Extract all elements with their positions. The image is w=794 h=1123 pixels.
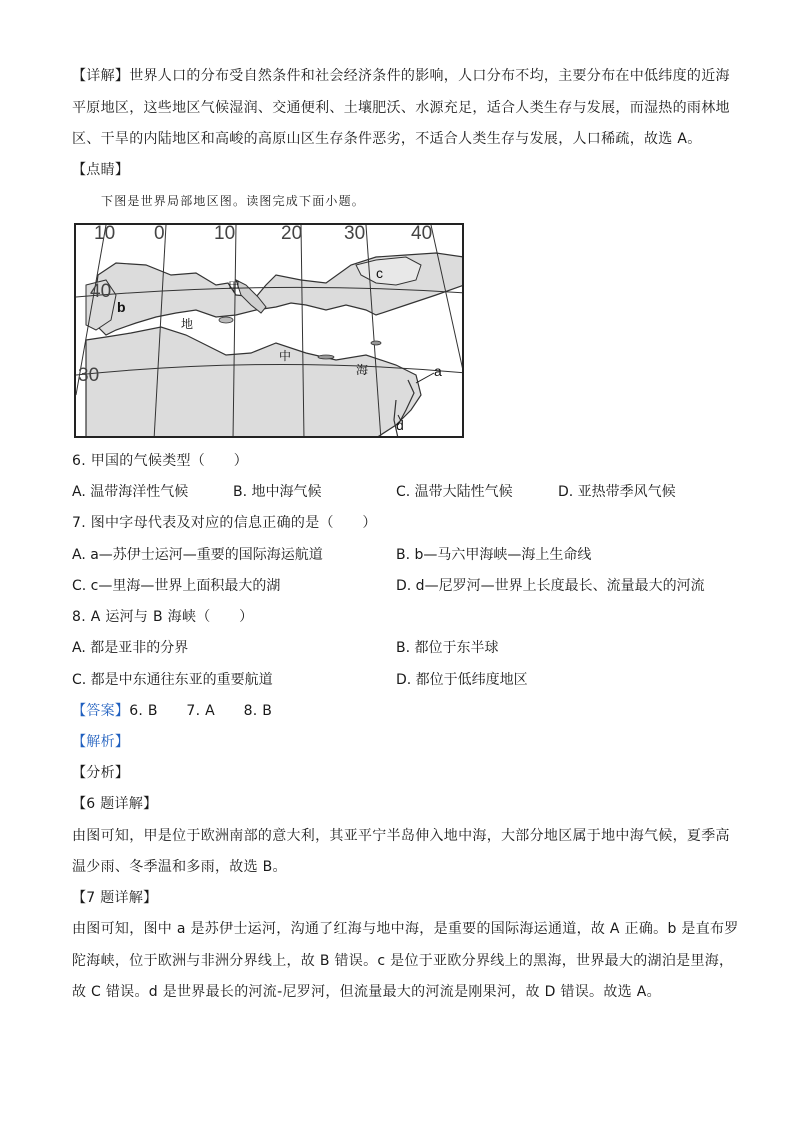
map-label-d: d <box>396 417 404 433</box>
jiexi-heading: 【解析】 <box>72 734 130 750</box>
map-label-b: b <box>117 299 126 315</box>
longitude-label-e30: 30 <box>344 223 366 244</box>
q6-detail-heading: 【6 题详解】 <box>72 796 158 812</box>
q8-option-c: C. 都是中东通往东亚的重要航道 <box>72 672 273 688</box>
q6-detail-line-1: 由图可知，甲是位于欧洲南部的意大利，其亚平宁半岛伸入地中海，大部分地区属于地中海气候，夏季高 <box>72 828 730 844</box>
q7-detail-line-2: 陀海峡，位于欧洲与非洲分界线上，故 B 错误。c 是位于亚欧分界线上的黑海，世界最大的湖泊是里海， <box>72 953 734 969</box>
explanation-line-3: 区、干旱的内陆地区和高峻的高原山区生存条件恶劣，不适合人类生存与发展，人口稀疏，故选 A。 <box>72 131 702 147</box>
q6-option-b: B. 地中海气候 <box>233 484 322 500</box>
explanation-line-2: 平原地区，这些地区气候湿润、交通便利、土壤肥沃、水源充足，适合人类生存与发展，而湿热的雨林地 <box>72 100 730 116</box>
q6-option-c: C. 温带大陆性气候 <box>396 484 513 500</box>
map-label-zhong: 中 <box>279 349 292 363</box>
longitude-label-w10: 10 <box>94 223 116 244</box>
dianjing-heading: 【点睛】 <box>72 162 130 178</box>
q6-option-d: D. 亚热带季风气候 <box>558 484 676 500</box>
longitude-e40 <box>431 225 464 375</box>
q8-stem: 8. A 运河与 B 海峡（ ） <box>72 609 254 625</box>
longitude-label-e20: 20 <box>281 223 303 244</box>
q7-option-b: B. b—马六甲海峡—海上生命线 <box>396 547 592 563</box>
q8-option-d: D. 都位于低纬度地区 <box>396 672 528 688</box>
map-label-c: c <box>376 265 383 281</box>
map-label-a: a <box>434 363 442 379</box>
longitude-label-0: 0 <box>154 223 165 244</box>
map-label-jia: 甲 <box>228 280 241 294</box>
q7-stem: 7. 图中字母代表及对应的信息正确的是（ ） <box>72 515 377 531</box>
answer-text: 6. B 7. A 8. B <box>129 703 273 719</box>
q7-option-d: D. d—尼罗河—世界上长度最长、流量最大的河流 <box>396 578 705 594</box>
longitude-label-e10: 10 <box>214 223 236 244</box>
explanation-line-1: 【详解】世界人口的分布受自然条件和社会经济条件的影响，人口分布不均，主要分布在中低纬度的近海 <box>72 68 730 84</box>
cyprus-island <box>371 341 381 345</box>
pointer-a <box>416 373 434 383</box>
answer-tag: 【答案】 <box>72 703 130 719</box>
sardinia-island <box>219 317 233 323</box>
latitude-label-40: 40 <box>90 281 112 302</box>
q8-option-b: B. 都位于东半球 <box>396 640 499 656</box>
q7-detail-line-1: 由图可知，图中 a 是苏伊士运河，沟通了红海与地中海，是重要的国际海运通道，故 A 正确。b 是直布罗 <box>72 921 739 937</box>
q6-option-a: A. 温带海洋性气候 <box>72 484 189 500</box>
map-label-hai: 海 <box>356 363 369 377</box>
map-intro: 下图是世界局部地区图。读图完成下面小题。 <box>101 194 366 208</box>
q8-option-a: A. 都是亚非的分界 <box>72 640 189 656</box>
fenxi-heading: 【分析】 <box>72 765 130 781</box>
map-drawing <box>76 225 464 438</box>
answer-line <box>72 701 272 721</box>
q6-detail-line-2: 温少雨、冬季温和多雨，故选 B。 <box>72 859 287 875</box>
q7-option-c: C. c—里海—世界上面积最大的湖 <box>72 578 281 594</box>
map-label-di: 地 <box>181 317 194 331</box>
q7-detail-line-3: 故 C 错误。d 是世界最长的河流-尼罗河，但流量最大的河流是刚果河，故 D 错误。故选 A。 <box>72 984 661 1000</box>
longitude-label-e40: 40 <box>411 223 433 244</box>
mediterranean-map <box>74 223 464 438</box>
q6-stem: 6. 甲国的气候类型（ ） <box>72 453 249 469</box>
q7-option-a: A. a—苏伊士运河—重要的国际海运航道 <box>72 547 323 563</box>
latitude-label-30: 30 <box>78 365 100 386</box>
q7-detail-heading: 【7 题详解】 <box>72 890 158 906</box>
crete-island <box>318 355 334 359</box>
